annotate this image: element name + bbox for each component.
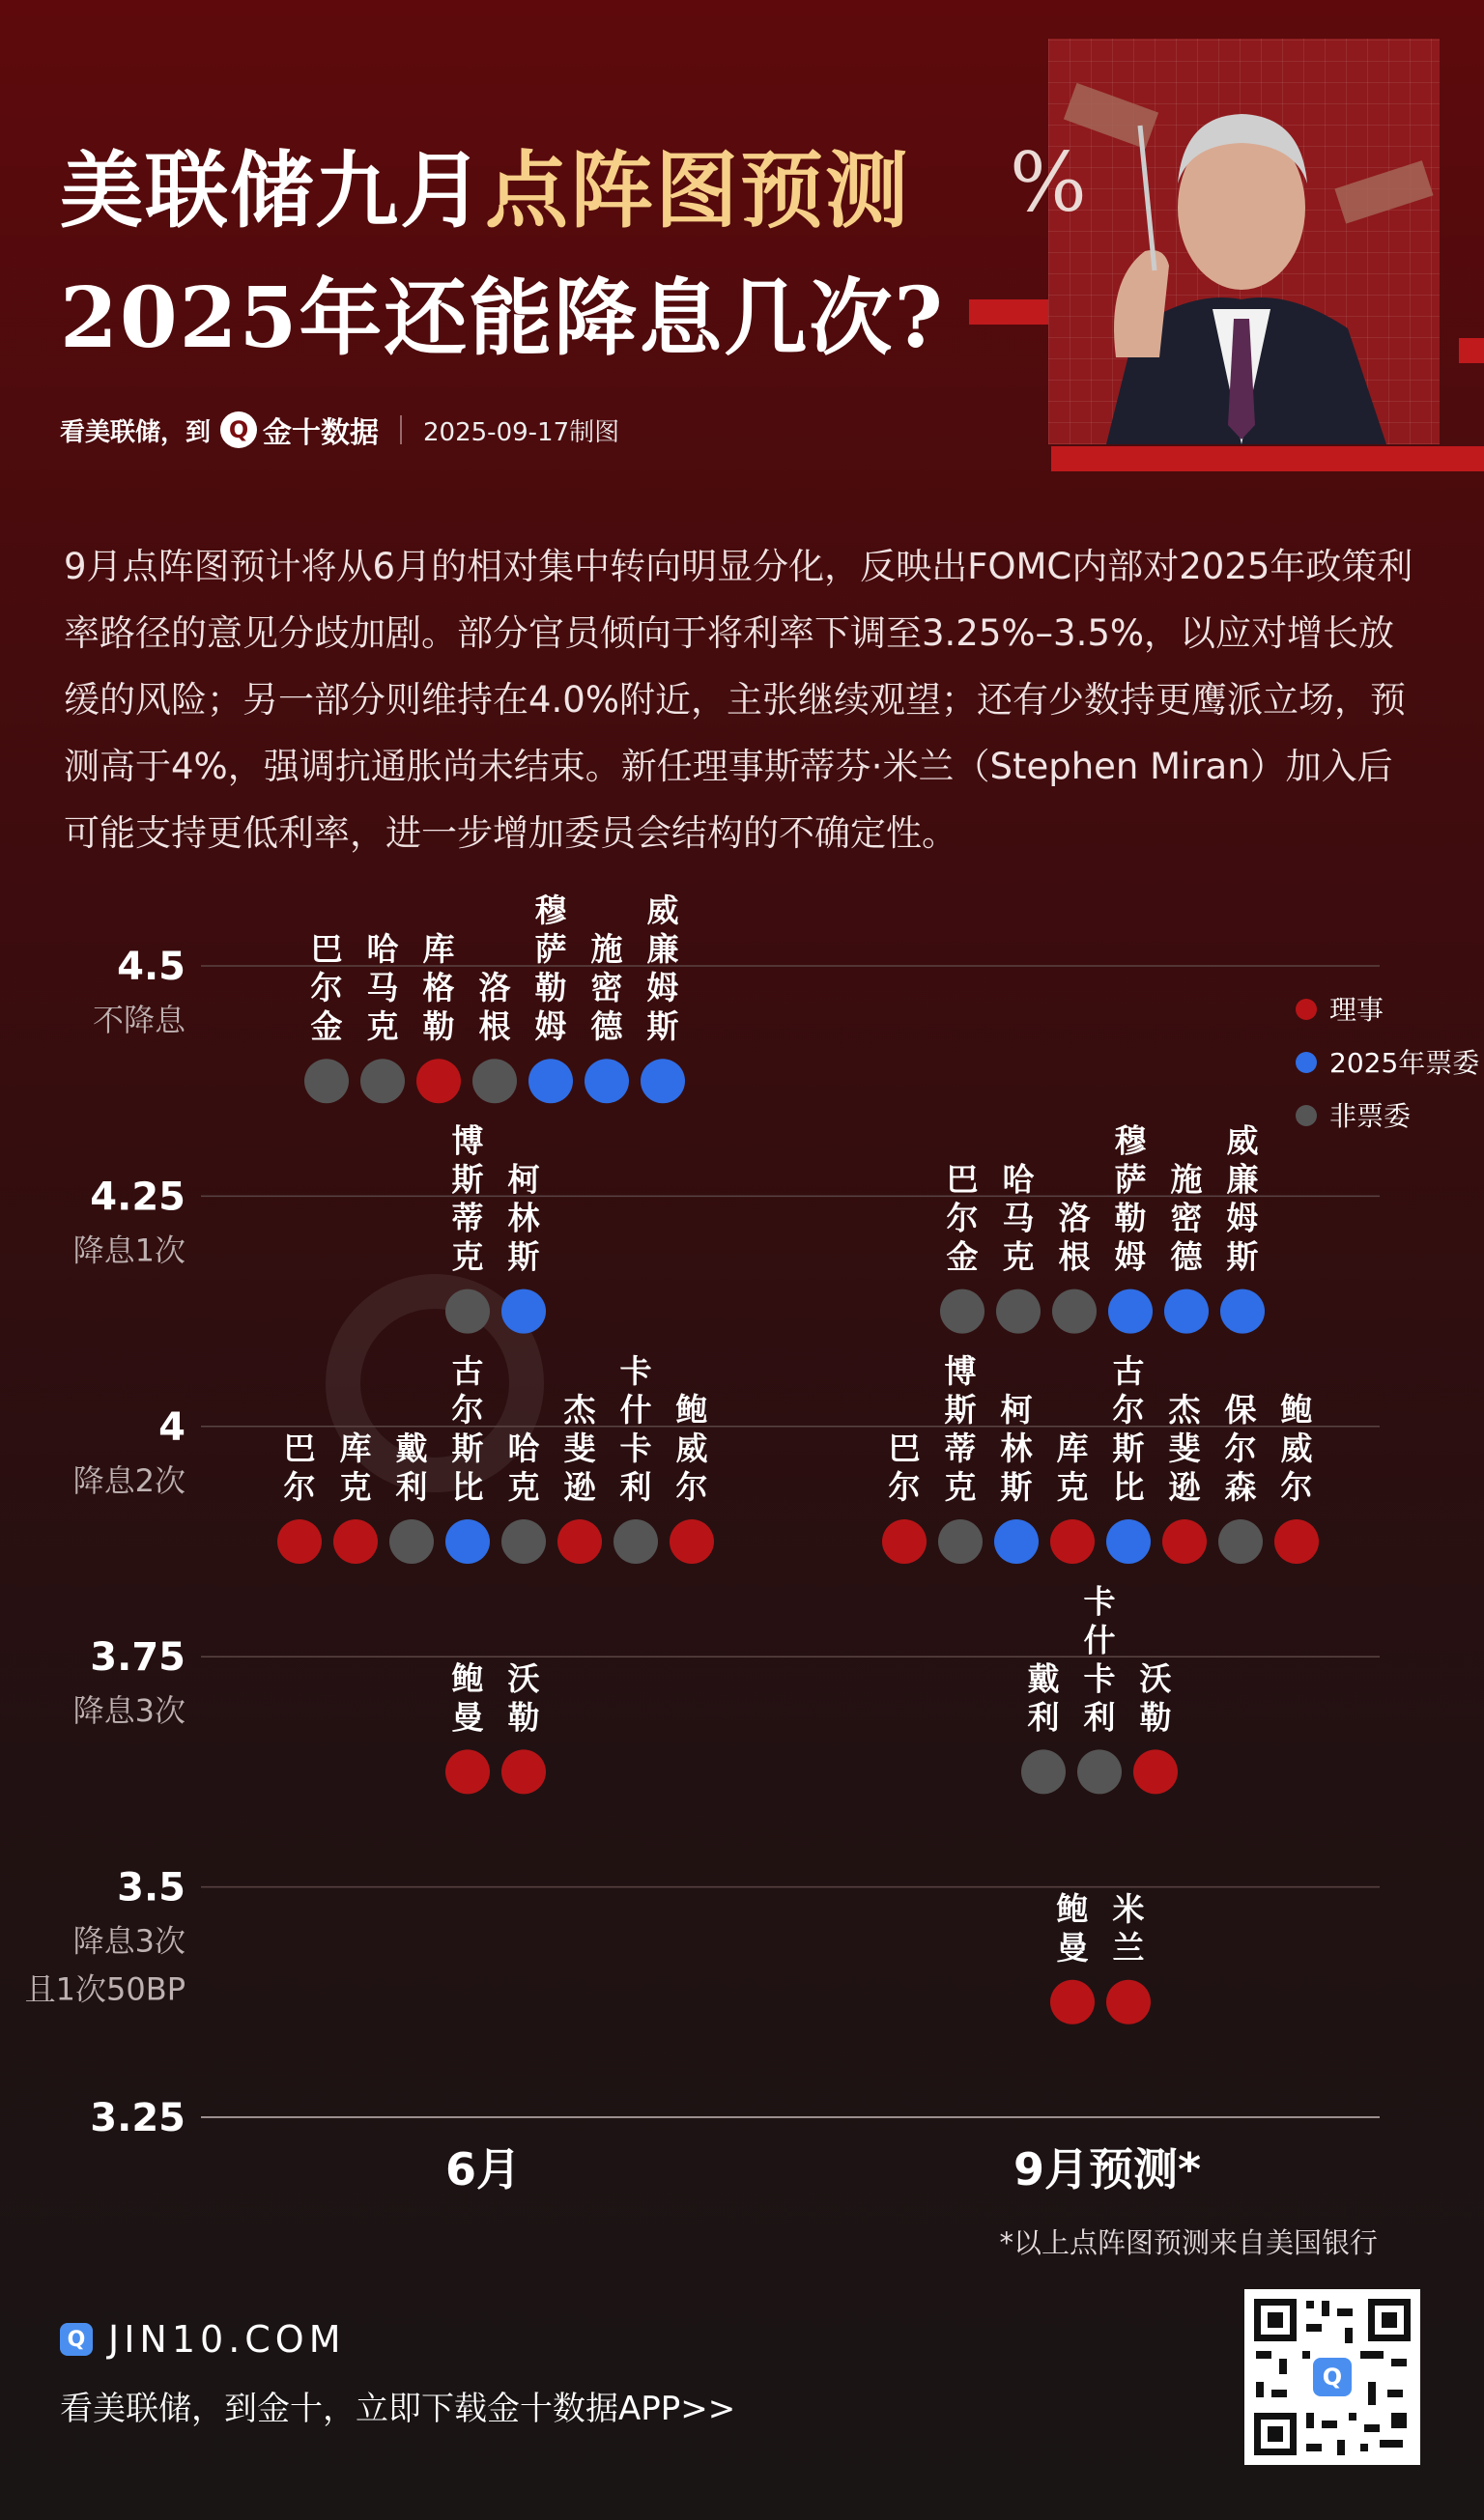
dot <box>1077 1749 1122 1794</box>
dot <box>472 1059 517 1103</box>
title-line-1 <box>60 142 910 240</box>
member-name-char: 克 <box>366 1007 399 1046</box>
dot <box>1052 1289 1097 1334</box>
member-name-char: 杰 <box>1168 1391 1201 1429</box>
member-name-char: 斐 <box>1168 1430 1201 1467</box>
member-name-char: 施 <box>590 930 623 969</box>
member-name-char: 巴 <box>946 1160 979 1199</box>
member-name-char: 尔 <box>675 1468 708 1506</box>
member-name-char: 尔 <box>946 1199 979 1237</box>
member-name-char: 博 <box>451 1121 484 1160</box>
member-name-char: 马 <box>1002 1199 1035 1237</box>
member-name-char: 鲍 <box>675 1391 708 1429</box>
dot <box>938 1519 983 1564</box>
member-name-char: 斯 <box>451 1430 484 1467</box>
member-name-char: 柯 <box>507 1160 540 1199</box>
member-name-char: 尔 <box>1112 1391 1145 1429</box>
member-name-char: 金 <box>310 1007 343 1046</box>
member-name-char: 斯 <box>451 1160 484 1199</box>
member-name-char: 逊 <box>563 1468 596 1506</box>
member-name-char: 尔 <box>310 969 343 1007</box>
member-name-char: 德 <box>1170 1237 1203 1276</box>
dot-plot-chart <box>0 892 1484 2222</box>
dot <box>670 1519 714 1564</box>
member-name-char: 斯 <box>1000 1468 1033 1506</box>
decor-red-square <box>1459 338 1484 363</box>
dot <box>1021 1749 1066 1794</box>
x-category-label: 6月 <box>444 2143 522 2195</box>
dot <box>1133 1749 1178 1794</box>
member-name-char: 古 <box>1112 1352 1145 1390</box>
member-name-char: 卡 <box>1083 1582 1116 1621</box>
jin10-logo-icon: Q <box>60 2323 93 2356</box>
chart-footnote: *以上点阵图预测来自美国银行 <box>999 2226 1378 2259</box>
member-name-char: 巴 <box>310 930 343 969</box>
member-name-char: 根 <box>478 1007 511 1046</box>
dot <box>1106 1980 1151 2024</box>
title-gold-part: 点阵图预测 <box>485 142 910 240</box>
member-name-char: 森 <box>1224 1468 1257 1506</box>
dot <box>1274 1519 1319 1564</box>
member-name-char: 萨 <box>1114 1160 1147 1199</box>
member-name-char: 威 <box>646 892 679 930</box>
member-name-char: 勒 <box>507 1698 540 1737</box>
dot <box>528 1059 573 1103</box>
dot <box>996 1289 1041 1334</box>
footer-site: JIN10.COM <box>108 2318 346 2361</box>
member-name-char: 戴 <box>1027 1659 1060 1698</box>
dot <box>585 1059 629 1103</box>
member-name-char: 勒 <box>1114 1199 1147 1237</box>
member-name-char: 利 <box>395 1468 428 1506</box>
member-name-char: 克 <box>944 1468 977 1506</box>
dot <box>501 1519 546 1564</box>
member-name-char: 密 <box>1170 1199 1203 1237</box>
member-name-char: 勒 <box>422 1007 455 1046</box>
member-name-char: 威 <box>1280 1430 1313 1467</box>
y-tick-label: 3.25 <box>90 2096 186 2140</box>
dot <box>360 1059 405 1103</box>
decor-red-bar-bottom <box>1051 446 1484 471</box>
member-name-char: 曼 <box>1056 1928 1089 1967</box>
dot <box>304 1059 349 1103</box>
footer-slogan: 看美联储，到金十，立即下载金十数据APP>> <box>60 2390 736 2428</box>
member-name-char: 密 <box>590 969 623 1007</box>
member-name-char: 柯 <box>1000 1391 1033 1429</box>
y-tick-label: 3.5 <box>117 1865 186 1911</box>
member-name-char: 巴 <box>283 1430 316 1467</box>
member-name-char: 格 <box>422 969 455 1007</box>
y-tick-sublabel: 降息1次 <box>72 1232 186 1269</box>
member-name-char: 哈 <box>1002 1160 1035 1199</box>
member-name-char: 克 <box>339 1468 372 1506</box>
member-name-char: 卡 <box>1083 1659 1116 1698</box>
member-name-char: 尔 <box>283 1468 316 1506</box>
member-name-char: 斯 <box>1226 1237 1259 1276</box>
dot <box>557 1519 602 1564</box>
member-name-char: 尔 <box>1280 1468 1313 1506</box>
member-name-char: 杰 <box>563 1391 596 1429</box>
y-tick-sublabel: 不降息 <box>92 1002 186 1038</box>
member-name-char: 斯 <box>507 1237 540 1276</box>
member-name-char: 利 <box>619 1468 652 1506</box>
legend-label: 理事 <box>1329 994 1384 1026</box>
y-tick-sublabel: 降息3次 <box>72 1692 186 1730</box>
dot <box>1162 1519 1207 1564</box>
member-name-char: 保 <box>1224 1391 1257 1429</box>
member-name-char: 卡 <box>619 1430 652 1467</box>
member-name-char: 马 <box>366 969 399 1007</box>
title-white-part: 美联储九月 <box>60 142 485 240</box>
member-name-char: 库 <box>1056 1430 1089 1467</box>
y-tick-sublabel: 且1次50BP <box>24 1970 186 2008</box>
member-name-char: 博 <box>944 1352 977 1390</box>
y-tick-sublabel: 降息3次 <box>72 1922 186 1960</box>
member-name-char: 克 <box>1002 1237 1035 1276</box>
y-tick-sublabel: 降息2次 <box>72 1461 186 1499</box>
member-name-char: 古 <box>451 1352 484 1390</box>
dot <box>1106 1519 1151 1564</box>
brand-logo-icon: Q <box>220 411 257 448</box>
member-name-char: 萨 <box>534 930 567 969</box>
member-name-char: 威 <box>675 1430 708 1467</box>
legend-marker <box>1296 1052 1317 1073</box>
member-name-char: 穆 <box>1114 1121 1147 1160</box>
member-name-char: 根 <box>1058 1237 1091 1276</box>
y-tick-label: 4.25 <box>90 1175 186 1220</box>
dot <box>1050 1980 1095 2024</box>
member-name-char: 哈 <box>507 1430 540 1467</box>
member-name-char: 鲍 <box>1056 1889 1089 1928</box>
dot <box>1218 1519 1263 1564</box>
byline <box>60 411 619 449</box>
member-name-char: 斯 <box>646 1007 679 1046</box>
byline-prefix: 看美联储，到 <box>60 417 212 447</box>
legend-label: 2025年票委 <box>1329 1047 1480 1079</box>
y-tick-label: 3.75 <box>90 1635 186 1681</box>
member-name-char: 库 <box>422 930 455 969</box>
member-name-char: 利 <box>1083 1698 1116 1737</box>
member-name-char: 林 <box>507 1199 540 1237</box>
member-name-char: 沃 <box>1139 1659 1172 1698</box>
member-name-char: 比 <box>451 1468 484 1506</box>
dot <box>445 1289 490 1334</box>
member-name-char: 洛 <box>1058 1199 1091 1237</box>
dot <box>389 1519 434 1564</box>
intro-paragraph: 9月点阵图预计将从6月的相对集中转向明显分化，反映出FOMC内部对2025年政策利率路径的意见分歧加剧。部分官员倾向于将利率下调至3.25%–3.5%，以应对增长放缓的风险；另一部分则维持在4.0%附近，主张继续观望；还有少数持更鹰派立场，预测高于4%，强调抗通胀尚未结束。新任理事斯蒂芬·米兰（Stephen Miran）加入后可能支持更低利率，进一步增加委员会结构的不确定性。 <box>64 546 1413 854</box>
member-name-char: 哈 <box>366 930 399 969</box>
member-name-char: 尔 <box>888 1468 921 1506</box>
member-name-char: 卡 <box>619 1352 652 1390</box>
x-category-label: 9月预测* <box>1013 2143 1202 2195</box>
member-name-char: 库 <box>339 1430 372 1467</box>
member-name-char: 蒂 <box>944 1430 977 1467</box>
member-name-char: 廉 <box>1226 1160 1259 1199</box>
member-name-char: 勒 <box>1139 1698 1172 1737</box>
member-name-char: 斐 <box>563 1430 596 1467</box>
percent-sign-decor: % <box>1010 135 1087 230</box>
dot <box>445 1749 490 1794</box>
dot <box>882 1519 927 1564</box>
member-name-char: 克 <box>1056 1468 1089 1506</box>
member-name-char: 尔 <box>1224 1430 1257 1467</box>
member-name-char: 曼 <box>451 1698 484 1737</box>
y-tick-label: 4 <box>158 1404 186 1450</box>
member-name-char: 施 <box>1170 1160 1203 1199</box>
byline-divider <box>400 415 402 444</box>
legend-marker <box>1296 999 1317 1020</box>
legend-label: 非票委 <box>1329 1100 1412 1132</box>
dot <box>1220 1289 1265 1334</box>
member-name-char: 金 <box>946 1237 979 1276</box>
member-name-char: 廉 <box>646 930 679 969</box>
chart-date: 2025-09-17制图 <box>423 417 620 447</box>
member-name-char: 斯 <box>1112 1430 1145 1467</box>
dot <box>994 1519 1039 1564</box>
dot <box>1050 1519 1095 1564</box>
member-name-char: 姆 <box>534 1007 567 1046</box>
dot <box>1108 1289 1153 1334</box>
member-name-char: 逊 <box>1168 1468 1201 1506</box>
member-name-char: 洛 <box>478 969 511 1007</box>
title-line-2: 2025年还能降息几次? <box>60 269 945 367</box>
member-name-char: 兰 <box>1112 1928 1145 1967</box>
member-name-char: 蒂 <box>451 1199 484 1237</box>
svg-text:Q: Q <box>1322 2364 1343 2391</box>
member-name-char: 克 <box>451 1237 484 1276</box>
member-name-char: 斯 <box>944 1391 977 1429</box>
member-name-char: 沃 <box>507 1659 540 1698</box>
member-name-char: 穆 <box>534 892 567 930</box>
dot <box>333 1519 378 1564</box>
member-name-char: 德 <box>590 1007 623 1046</box>
member-name-char: 什 <box>1083 1621 1116 1659</box>
dot <box>641 1059 685 1103</box>
member-name-char: 戴 <box>395 1430 428 1467</box>
member-name-char: 巴 <box>888 1430 921 1467</box>
dot <box>614 1519 658 1564</box>
member-name-char: 林 <box>1000 1430 1033 1467</box>
member-name-char: 勒 <box>534 969 567 1007</box>
member-name-char: 姆 <box>646 969 679 1007</box>
dot <box>501 1749 546 1794</box>
member-name-char: 克 <box>507 1468 540 1506</box>
member-name-char: 尔 <box>451 1391 484 1429</box>
brand-name: 金十数据 <box>263 416 380 450</box>
member-name-char: 什 <box>619 1391 652 1429</box>
member-name-char: 鲍 <box>1280 1391 1313 1429</box>
member-name-char: 威 <box>1226 1121 1259 1160</box>
dot <box>1164 1289 1209 1334</box>
dot <box>277 1519 322 1564</box>
member-name-char: 鲍 <box>451 1659 484 1698</box>
qr-code[interactable] <box>1244 2289 1420 2465</box>
member-name-char: 利 <box>1027 1698 1060 1737</box>
dot <box>416 1059 461 1103</box>
member-name-char: 米 <box>1112 1889 1145 1928</box>
member-name-char: 比 <box>1112 1468 1145 1506</box>
member-name-char: 姆 <box>1226 1199 1259 1237</box>
y-tick-label: 4.5 <box>117 945 186 989</box>
legend-marker <box>1296 1105 1317 1126</box>
dot <box>501 1289 546 1334</box>
member-name-char: 姆 <box>1114 1237 1147 1276</box>
portrait-image <box>1048 39 1440 444</box>
dot <box>940 1289 985 1334</box>
dot <box>445 1519 490 1564</box>
